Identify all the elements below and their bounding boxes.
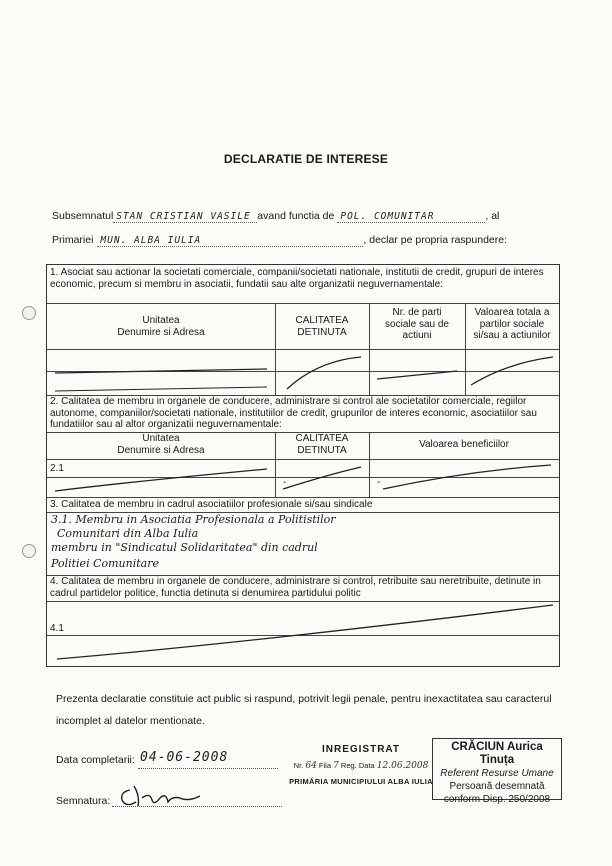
name-stamp: [432, 738, 562, 805]
section1-col-valoare: Valoarea totala a partilor sociale si/sau a actiunilor: [473, 307, 551, 341]
signature-text: [146, 788, 176, 803]
subsemnatul-label: Subsemnatul: [52, 210, 114, 222]
signature-label: Semnatura:: [56, 795, 111, 807]
al-label: , al: [485, 210, 500, 222]
document-title: DECLARATIE DE INTERESE: [223, 152, 389, 166]
section4-row-label: 4.1: [50, 623, 64, 634]
section3-title: 3. Calitatea de membru in cadrul asociatiilor profesionale si/sau sindicale: [50, 499, 373, 510]
primariei-field[interactable]: MUN. ALBA IULIA: [97, 235, 363, 247]
primariei-row: [52, 234, 507, 247]
section2-dash: -: [377, 477, 381, 488]
date-label: Data completarii:: [56, 754, 135, 766]
reg-reg-label: Reg.: [340, 761, 357, 770]
section3-entry-line1: 3.1. Membru in Asociatia Profesionala a Politistilor: [51, 513, 336, 526]
registration-stamp-title: INREGISTRAT: [321, 744, 401, 755]
section1-title: 1. Asociat sau actionar la societati comerciale, companii/societati nationale, institutii de credit, grupuri de interes economic, precum si membru in asociatii, fundatii sau alte organizatii neguvernamentale:: [50, 267, 544, 290]
section2-col-calitatea: CALITATEA DETINUTA: [295, 433, 349, 456]
reg-nr-label: Nr.: [293, 761, 304, 770]
reg-file-label: Fila: [318, 761, 331, 770]
public-statement: Prezenta declaratie constituie act public si raspund, potrivit legii penale, pentru inexactitatea sau caracterul incomplet al datelor mentionate.: [56, 693, 552, 727]
section2-dash: -: [283, 477, 287, 488]
avand-functia-label: avand functia de: [257, 210, 335, 222]
punch-hole: [22, 544, 36, 558]
functia-field[interactable]: POL. COMUNITAR: [337, 211, 485, 223]
reg-file-value: 7: [333, 761, 339, 771]
name-stamp-line4: conform Disp. 250/2008: [443, 794, 551, 805]
section3-entry-line2: Comunitari din Alba Iulia: [57, 527, 199, 540]
section3-entry-line3: membru in "Sindicatul Solidaritatea" din cadrul: [51, 541, 318, 554]
section2-row-label: 2.1: [50, 463, 64, 474]
primariei-label: Primariei: [52, 234, 94, 246]
reg-nr-value: 64: [305, 761, 317, 771]
signature: [116, 782, 206, 815]
section2-col-unit: Unitatea Denumire si Adresa: [117, 433, 205, 456]
section4-strike-line: [47, 601, 559, 667]
section1-strike-lines: [47, 349, 559, 395]
section2-col-valoare: Valoarea beneficiilor: [419, 439, 509, 450]
registration-stamp: [286, 744, 436, 786]
section1-col-calitatea: CALITATEA DETINUTA: [295, 315, 349, 338]
reg-data-value: 12.06.2008: [376, 761, 429, 771]
section2-strike-lines: [47, 459, 559, 497]
name-stamp-role: Referent Resurse Umane: [440, 768, 554, 779]
punch-hole: [22, 306, 36, 320]
date-line: [138, 768, 278, 769]
subsemnatul-row: [52, 210, 499, 223]
subsemnatul-field[interactable]: STAN CRISTIAN VASILE: [113, 211, 257, 223]
section4-title: 4. Calitatea de membru in organele de conducere, administrare si control, retribuite sau neretribuite, detinute in cadrul partidelor politice, functia detinuta si denumirea partidului politic: [50, 576, 541, 599]
declar-label: , declar pe propria raspundere:: [363, 234, 508, 246]
declaration-table: [46, 264, 560, 667]
section3-entry-line4: Politiei Comunitare: [51, 557, 159, 570]
section2-title: 2. Calitatea de membru in organele de conducere, administrare si control ale societatilor comerciale, regiilor autonome, companiilor/societati nationale, institutiilor de credit, grupurilor de interes economic, asociatiilor sau fundatiilor sau al altor organizatii neguvernamentale:: [50, 396, 537, 430]
section1-col-parti: Nr. de parti sociale sau de actiuni: [385, 307, 449, 341]
registration-stamp-row: [286, 761, 436, 771]
date-value[interactable]: 04-06-2008: [140, 750, 229, 765]
name-stamp-line3: Persoană desemnată: [449, 781, 545, 792]
registration-stamp-institution: PRIMĂRIA MUNICIPIULUI ALBA IULIA: [289, 777, 433, 786]
signature-line: [112, 806, 282, 807]
name-stamp-name: CRĂCIUN Aurica Tinuța: [451, 741, 543, 766]
section1-col-unit: Unitatea Denumire si Adresa: [117, 315, 205, 338]
reg-data-label: Data: [358, 761, 375, 770]
